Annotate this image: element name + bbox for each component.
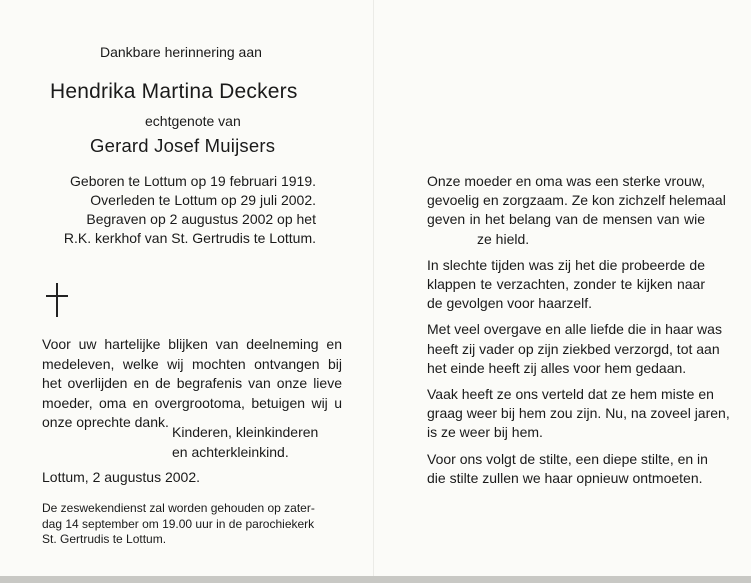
text-line: de gevolgen voor haarzelf. xyxy=(427,295,592,312)
thanks-line: Voor uw hartelijke blijken van deelneming en xyxy=(42,336,342,352)
cross-icon xyxy=(46,283,68,317)
deceased-name: Hendrika Martina Deckers xyxy=(50,80,298,103)
service-line: De zeswekendienst zal worden gehouden op zater- xyxy=(42,501,315,515)
thanks-paragraph xyxy=(42,335,342,433)
family-line: en achterkleinkind. xyxy=(172,443,289,460)
service-line: dag 14 september om 19.00 uur in de parochiekerk xyxy=(42,516,315,531)
spouse-name: Gerard Josef Muijsers xyxy=(90,135,276,156)
text-line: In slechte tijden was zij het die probeerde de xyxy=(427,256,705,273)
thanks-line: onze oprechte dank. xyxy=(42,414,169,430)
thanks-line: medeleven, welke wij mochten ontvangen bij xyxy=(42,355,342,372)
service-line: St. Gertrudis te Lottum. xyxy=(42,532,167,546)
remembrance-paragraph xyxy=(427,450,708,488)
cemetery-line: R.K. kerkhof van St. Gertrudis te Lottum. xyxy=(63,230,316,246)
text-line: het einde heeft zij alles voor hem gedaan. xyxy=(427,359,687,376)
text-line: graag weer bij hem zou zijn. Nu, na zoveel jaren, xyxy=(427,405,730,422)
text-line: Onze moeder en oma was een sterke vrouw, xyxy=(427,173,705,189)
text-line: Vaak heeft ze ons verteld dat ze hem miste en xyxy=(427,386,714,403)
place-date: Lottum, 2 augustus 2002. xyxy=(42,469,200,485)
scan-edge xyxy=(0,576,751,583)
life-dates xyxy=(52,172,316,248)
family-line: Kinderen, kleinkinderen xyxy=(172,424,319,440)
text-line: Voor ons volgt de stilte, een diepe stilte, en in xyxy=(427,450,708,467)
text-line: heeft zij vader op zijn ziekbed verzorgd, tot aan xyxy=(427,340,720,357)
spouse-prefix: echtgenote van xyxy=(145,113,241,129)
intro-text: Dankbare herinnering aan xyxy=(100,44,262,60)
remembrance-paragraph xyxy=(427,172,726,249)
birth-line: Geboren te Lottum op 19 februari 1919. xyxy=(70,173,316,189)
remembrance-paragraph xyxy=(427,385,730,443)
remembrance-text xyxy=(427,172,730,495)
text-line: die stilte zullen we haar opnieuw ontmoeten. xyxy=(427,469,703,486)
remembrance-paragraph xyxy=(427,320,722,378)
remembrance-paragraph xyxy=(427,256,705,314)
text-line: is ze weer bij hem. xyxy=(427,424,543,441)
burial-line: Begraven op 2 augustus 2002 op het xyxy=(86,211,316,227)
text-line: geven in het belang van de mensen van wie xyxy=(427,211,705,228)
text-line: Met veel overgave en alle liefde die in haar was xyxy=(427,321,722,338)
text-line: gevoelig en zorgzaam. Ze kon zichzelf helemaal xyxy=(427,192,726,209)
thanks-line: het overlijden en de begrafenis van onze lieve xyxy=(42,375,342,391)
service-notice xyxy=(42,501,314,548)
thanks-line: moeder, oma en overgrootoma, betuigen wij u xyxy=(42,394,342,411)
text-line: klappen te verzachten, zonder te kijken naar xyxy=(427,276,705,293)
death-line: Overleden te Lottum op 29 juli 2002. xyxy=(90,192,316,208)
card-fold-line xyxy=(373,0,374,576)
family-signature xyxy=(172,423,318,462)
text-line: ze hield. xyxy=(477,230,530,247)
